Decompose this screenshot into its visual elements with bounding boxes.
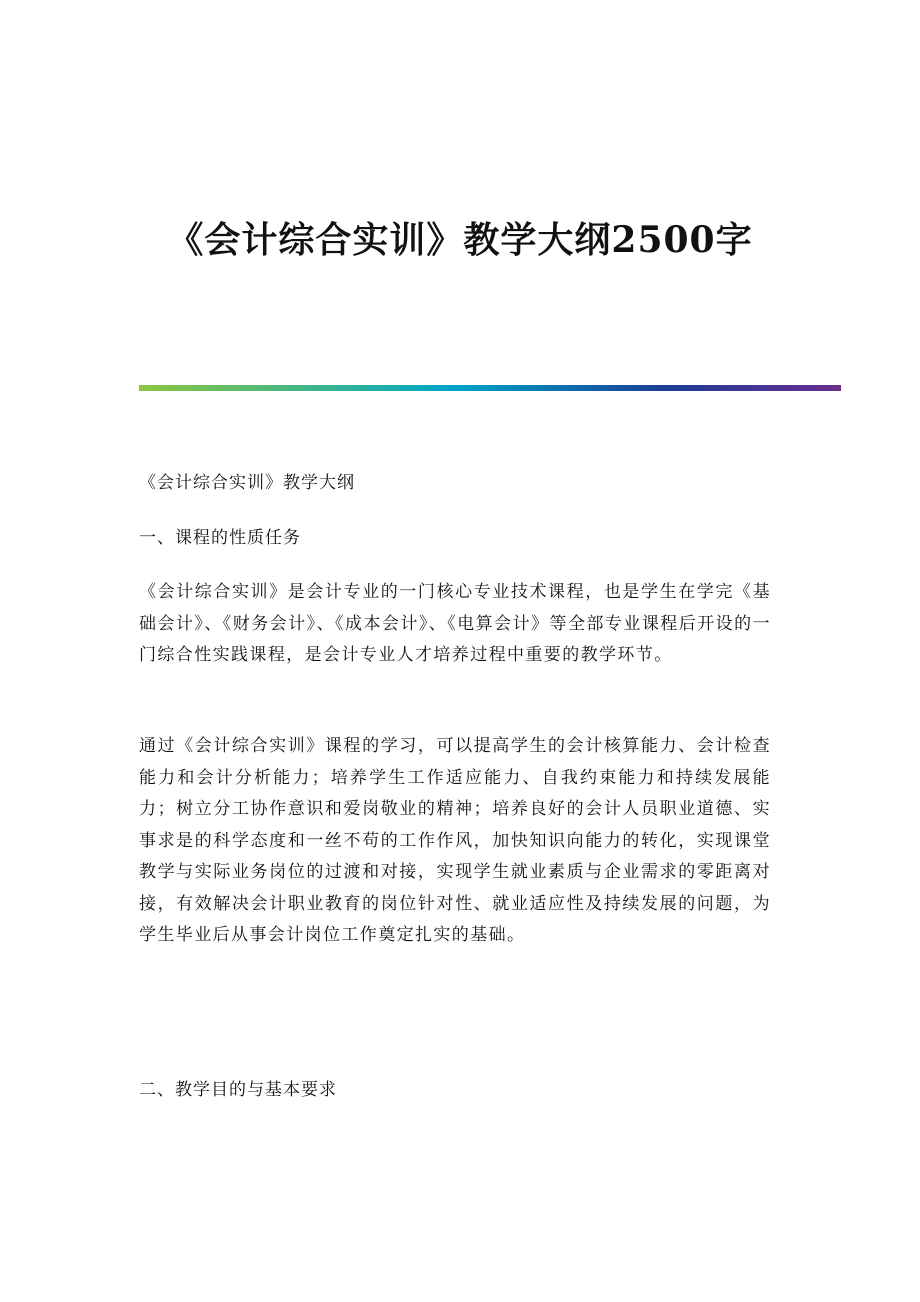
document-title: 《会计综合实训》教学大纲2500字	[167, 219, 753, 261]
section-heading-1: 一、课程的性质任务	[139, 528, 301, 548]
paragraph-course-nature: 《会计综合实训》是会计专业的一门核心专业技术课程，也是学生在学完《基础会计》、《财务会计》、《成本会计》、《电算会计》等全部专业课程后开设的一门综合性实践课程，是会计专业人才培养过程中重要的教学环节。	[139, 582, 771, 665]
section-heading-2: 二、教学目的与基本要求	[139, 1080, 337, 1100]
document-subtitle: 《会计综合实训》教学大纲	[139, 473, 355, 493]
paragraph-course-goals: 通过《会计综合实训》课程的学习，可以提高学生的会计核算能力、会计检查能力和会计分析能力；培养学生工作适应能力、自我约束能力和持续发展能力；树立分工协作意识和爱岗敬业的精神；培养良好的会计人员职业道德、实事求是的科学态度和一丝不苟的工作作风，加快知识向能力的转化，实现课堂教学与实际业务岗位的过渡和对接，实现学生就业素质与企业需求的零距离对接，有效解决会计职业教育的岗位针对性、就业适应性及持续发展的问题，为学生毕业后从事会计岗位工作奠定扎实的基础。	[139, 736, 771, 945]
decorative-gradient-rule	[139, 385, 841, 391]
